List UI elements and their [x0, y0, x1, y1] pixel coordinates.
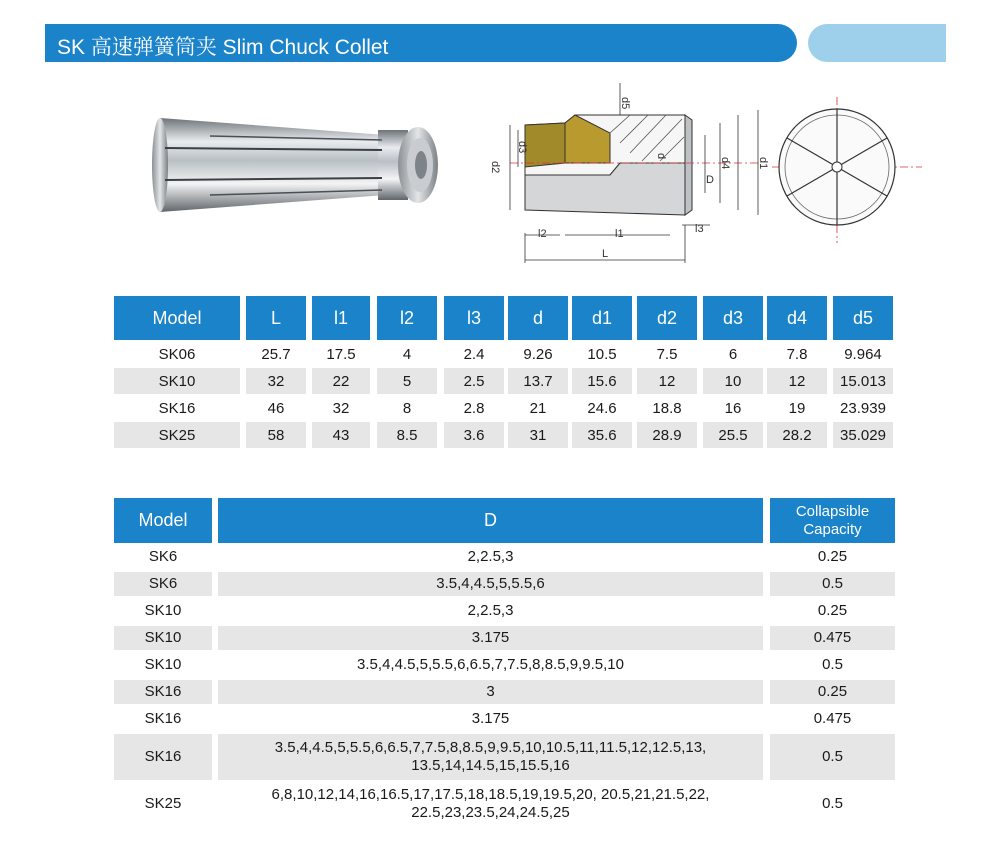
table-cell: 58 [246, 422, 306, 448]
table-cell: 17.5 [326, 345, 356, 363]
table-cell: 25.7 [261, 345, 291, 363]
table-cell: 25.5 [703, 422, 763, 448]
table-header-cell: d3 [703, 296, 763, 340]
table-row [114, 782, 895, 826]
table-cell: 12 [767, 368, 827, 394]
label-d3: d3 [516, 141, 528, 154]
table-row [114, 341, 894, 367]
table-header-cell: d [508, 296, 568, 340]
table-cell: 13.7 [508, 368, 568, 394]
table-header-cell: l1 [312, 296, 370, 340]
table-cell: 6,8,10,12,14,16,16.5,17,17.5,18,18.5,19,19.5,20, 20.5,21,21.5,22, 22.5,23,23.5,24,24.5,25 [271, 786, 710, 821]
table-cell: 43 [312, 422, 370, 448]
table-cell: 7.8 [786, 345, 808, 363]
label-D: D [706, 174, 714, 186]
table-cell: 0.475 [770, 626, 895, 650]
table-cell: 6 [728, 345, 738, 363]
table-row [114, 626, 895, 650]
header-decor-pill [808, 24, 946, 62]
table-cell: 0.25 [817, 602, 848, 619]
table-cell: 3.5,4,4.5,5,5.5,6,6.5,7,7.5,8,8.5,9,9.5,10 [357, 656, 624, 673]
table-cell: 31 [508, 422, 568, 448]
table-cell: 32 [246, 368, 306, 394]
table-cell: 0.5 [770, 572, 895, 596]
table-cell: 32 [332, 399, 350, 417]
table-cell: 10 [703, 368, 763, 394]
table-header-cell: d1 [572, 296, 632, 340]
table-cell: 9.26 [523, 345, 553, 363]
table-row [114, 572, 895, 596]
table-row [114, 368, 894, 394]
table-header-cell: d5 [833, 296, 893, 340]
table-cell: 21 [529, 399, 547, 417]
table-cell: 16 [724, 399, 742, 417]
table-header-cell: Model [114, 498, 212, 543]
label-L: L [602, 248, 609, 260]
table-cell: 2.4 [463, 345, 485, 363]
table-cell: SK25 [114, 422, 240, 448]
table-cell: 4 [402, 345, 412, 363]
table-cell: 18.8 [652, 399, 682, 417]
table-header-cell: D [218, 498, 763, 543]
table-header-cell: l2 [377, 296, 437, 340]
collet-photo [150, 100, 450, 230]
table-cell: 24.6 [587, 399, 617, 417]
table-row [114, 545, 895, 569]
table-row [114, 707, 895, 731]
label-d1: d1 [757, 157, 769, 170]
table-cell: SK16 [144, 710, 182, 727]
table-cell: SK10 [144, 656, 182, 673]
table-cell: SK6 [114, 572, 212, 596]
table-cell: 28.9 [637, 422, 697, 448]
table-cell: 9.964 [844, 345, 882, 363]
header-bar [45, 24, 797, 62]
table-header-cell: d4 [767, 296, 827, 340]
table-cell: SK10 [114, 626, 212, 650]
table-cell: SK06 [158, 345, 196, 363]
table-cell: 2.5 [444, 368, 504, 394]
end-view-drawing [772, 95, 922, 245]
label-d4: d4 [719, 157, 731, 170]
table-cell: SK16 [114, 734, 212, 780]
page-title: SK 高速弹簧筒夹 Slim Chuck Collet [57, 36, 389, 59]
table-cell: 2,2.5,3 [467, 602, 514, 619]
table-cell: 7.5 [656, 345, 678, 363]
table-cell: 0.5 [822, 795, 843, 812]
table-row [114, 653, 895, 677]
table-cell: 2.8 [463, 399, 485, 417]
table-cell: 22 [312, 368, 370, 394]
label-d2: d2 [489, 161, 501, 174]
table-cell: 35.029 [833, 422, 893, 448]
table-cell: 0.25 [770, 680, 895, 704]
table-cell: SK25 [144, 795, 182, 812]
table-cell: 0.25 [817, 548, 848, 565]
table-cell: 15.013 [833, 368, 893, 394]
label-l3: l3 [695, 223, 704, 235]
table-cell: 8 [402, 399, 412, 417]
table-cell: 3.5,4,4.5,5,5.5,6,6.5,7,7.5,8,8.5,9,9.5,10,10.5,11,11.5,12,12.5,13, 13.5,14,14.5,15,15.5,16 [218, 734, 763, 780]
table-cell: 23.939 [840, 399, 886, 417]
table-cell: SK16 [114, 680, 212, 704]
table-cell: 3 [218, 680, 763, 704]
table-cell: SK10 [114, 368, 240, 394]
table-header-cell: L [246, 296, 306, 340]
table-cell: 19 [788, 399, 806, 417]
table-cell: 28.2 [767, 422, 827, 448]
table-row [114, 680, 895, 704]
label-l1: l1 [615, 228, 624, 240]
table-cell: 3.175 [218, 626, 763, 650]
label-l2: l2 [538, 228, 547, 240]
table-cell: 0.5 [770, 734, 895, 780]
table-cell: SK16 [158, 399, 196, 417]
table-header-cell: l3 [444, 296, 504, 340]
table-header-cell: Model [114, 296, 240, 340]
table-cell: 15.6 [572, 368, 632, 394]
table-cell: 46 [267, 399, 285, 417]
table-cell: 3.5,4,4.5,5,5.5,6 [218, 572, 763, 596]
table-cell: 8.5 [377, 422, 437, 448]
table-row [114, 734, 895, 780]
label-d: d [655, 153, 667, 160]
table-cell: 0.475 [813, 710, 852, 727]
cross-section-drawing [470, 75, 775, 275]
table-cell: SK10 [144, 602, 182, 619]
table-cell: 2,2.5,3 [467, 548, 514, 565]
table-cell: 35.6 [572, 422, 632, 448]
table-row [114, 599, 895, 623]
table-row [114, 422, 894, 448]
table-row [114, 395, 894, 421]
label-d5: d5 [619, 97, 631, 110]
table-header-cell: d2 [637, 296, 697, 340]
table-cell: 3.175 [471, 710, 510, 727]
table-cell: 10.5 [587, 345, 617, 363]
table-cell: 12 [637, 368, 697, 394]
table-cell: 5 [377, 368, 437, 394]
table-cell: SK6 [148, 548, 178, 565]
table-cell: 3.6 [444, 422, 504, 448]
table-cell: 0.5 [822, 656, 843, 673]
table-header-cell: Collapsible Capacity [770, 498, 895, 543]
